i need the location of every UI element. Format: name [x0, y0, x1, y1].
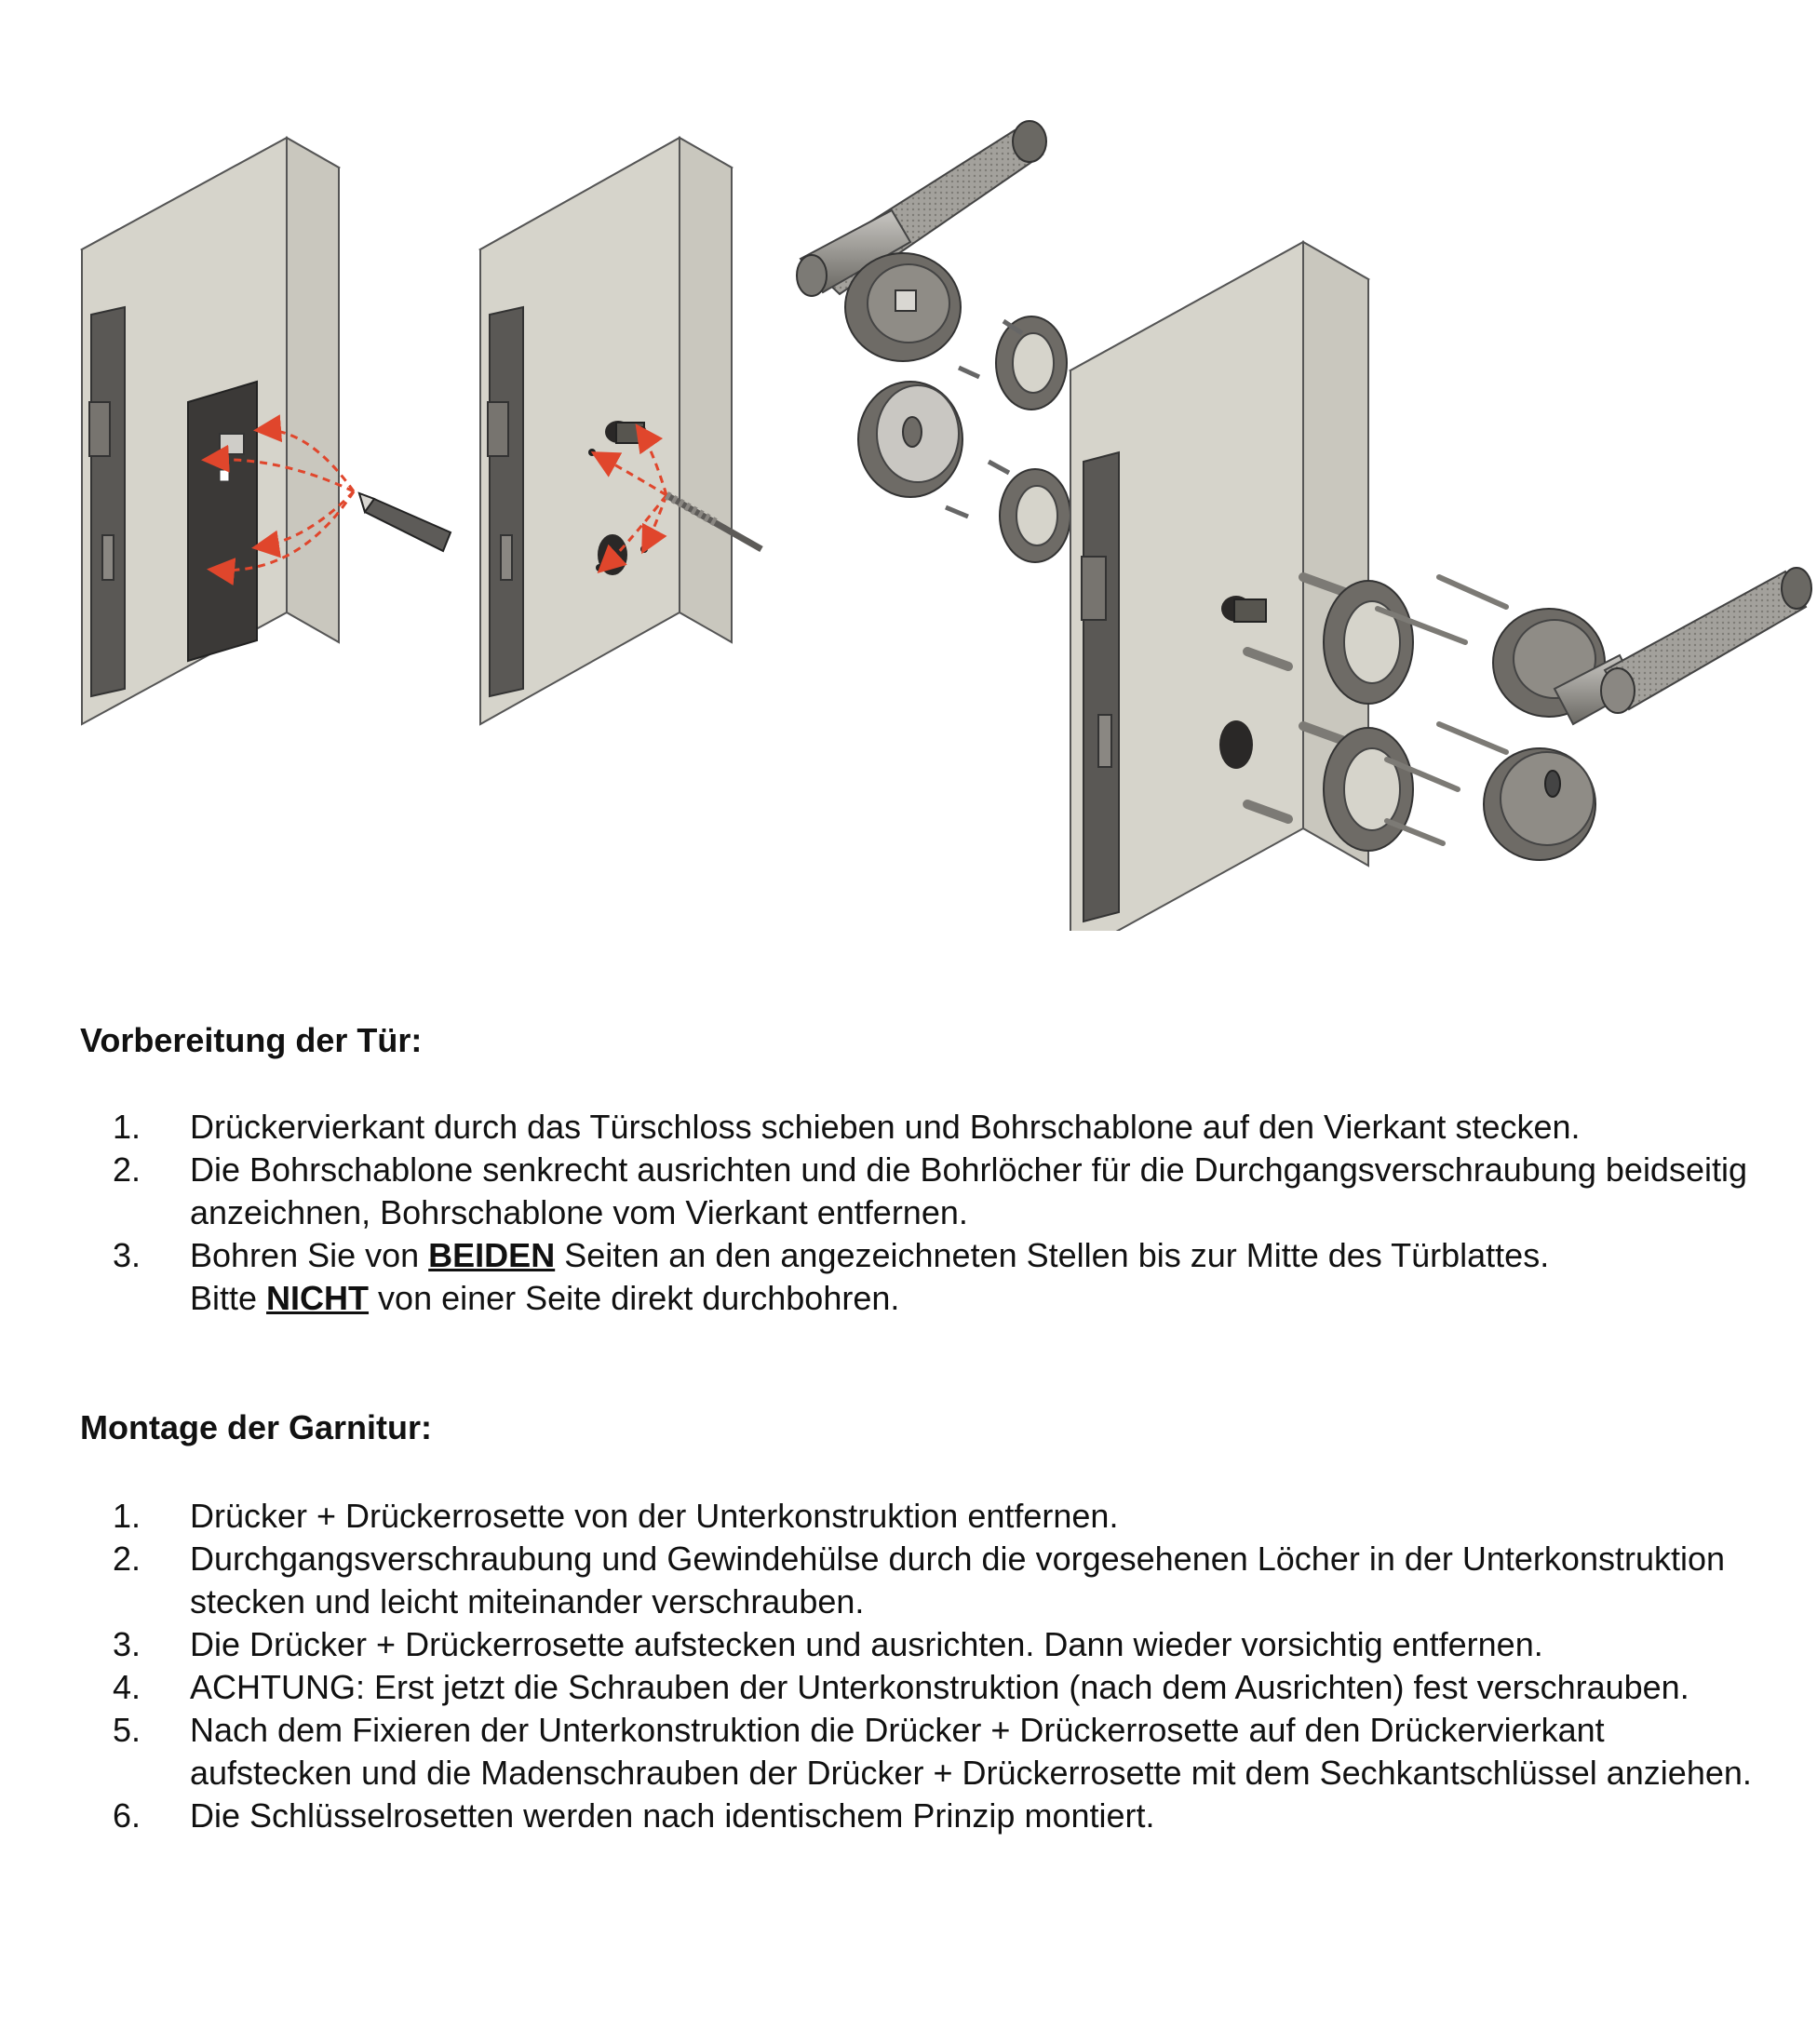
- door-3-cylinder-hole: [1219, 720, 1253, 769]
- door-2-right-side: [680, 138, 732, 642]
- step-number: 3.: [113, 1236, 141, 1274]
- step-text: Drücker + Drückerrosette von der Unterkonstruktion entfernen.: [190, 1497, 1119, 1535]
- emphasis-both-sides: BEIDEN: [428, 1236, 556, 1274]
- list-item: [0, 1538, 1817, 1623]
- list-item: [0, 1495, 1817, 1538]
- door-3-lock-faceplate: [1083, 452, 1119, 921]
- step-number: 5.: [113, 1711, 141, 1749]
- step-text-part: Seiten an den angezeichneten Stellen bis zur Mitte des Türblattes.: [555, 1236, 1550, 1274]
- front-sub-plate-upper: [1324, 581, 1413, 704]
- door-2-lock-faceplate: [490, 307, 523, 696]
- list-item: [0, 1795, 1817, 1837]
- door-preparation-steps: [0, 1106, 1817, 1320]
- list-item: [0, 1149, 1817, 1234]
- marking-pencil: [359, 493, 451, 551]
- list-item: [0, 1623, 1817, 1666]
- door-2-bore-hole: [588, 449, 596, 456]
- template-hole: [220, 470, 229, 481]
- back-sub-plate-lower: [1000, 469, 1070, 562]
- list-item: [0, 1709, 1817, 1795]
- template-spindle: [220, 434, 244, 454]
- list-item: [0, 1106, 1817, 1149]
- door-1-drilling-template: [82, 138, 451, 724]
- step-text: Nach dem Fixieren der Unterkonstruktion die Drücker + Drückerrosette auf den Drückervierkant aufstecken und die Madenschrauben der Drücker + Drückerrosette mit dem Sechkantschlüssel anziehen.: [190, 1711, 1752, 1792]
- front-lever-handle: [1493, 568, 1811, 724]
- step-text: Drückervierkant durch das Türschloss schieben und Bohrschablone auf den Vierkant stecken.: [190, 1108, 1581, 1146]
- drilling-template-plate: [188, 382, 257, 661]
- step-number: 6.: [113, 1796, 141, 1835]
- assembly-illustration: [0, 0, 1817, 931]
- exploded-assembly: [797, 121, 1811, 931]
- door-3-latch: [1082, 557, 1106, 620]
- door-3-strike: [1098, 715, 1111, 767]
- step-text-part: Bohren Sie von: [190, 1236, 429, 1274]
- back-handle-rosette: [845, 253, 961, 361]
- step-text: Die Schlüsselrosetten werden nach identischem Prinzip montiert.: [190, 1796, 1155, 1835]
- door-1-lock-faceplate: [91, 307, 125, 696]
- back-key-rosette: [858, 382, 962, 497]
- list-item: [0, 1666, 1817, 1709]
- step-text: Die Drücker + Drückerrosette aufstecken und ausrichten. Dann wieder vorsichtig entfernen.: [190, 1625, 1543, 1663]
- door-2-strike: [501, 535, 512, 580]
- door-1-strike: [102, 535, 114, 580]
- step-text-part: von einer Seite direkt durchbohren.: [369, 1279, 900, 1317]
- step-number: 2.: [113, 1540, 141, 1578]
- front-sub-plate-lower: [1324, 728, 1413, 851]
- door-1-right-side: [287, 138, 339, 642]
- step-number: 2.: [113, 1150, 141, 1189]
- step-text: Durchgangsverschraubung und Gewindehülse durch die vorgesehenen Löcher in der Unterkonstruktion stecken und leicht miteinander verschrauben.: [190, 1540, 1726, 1620]
- door-3-spindle: [1234, 599, 1266, 622]
- list-item: [0, 1234, 1817, 1320]
- door-2-latch: [488, 402, 508, 456]
- step-number: 1.: [113, 1497, 141, 1535]
- step-text-part: Bitte: [190, 1279, 267, 1317]
- door-2-drilling: [480, 138, 761, 724]
- back-sub-plate-upper: [996, 316, 1067, 410]
- door-1-latch: [89, 402, 110, 456]
- emphasis-not: NICHT: [266, 1279, 370, 1317]
- step-number: 4.: [113, 1668, 141, 1706]
- step-text: Die Bohrschablone senkrecht ausrichten und die Bohrlöcher für die Durchgangsverschraubung beidseitig anzeichnen, Bohrschablone vom Vierkant entfernen.: [190, 1150, 1747, 1231]
- front-key-rosette: [1484, 748, 1595, 860]
- section-title-fitting-assembly: Montage der Garnitur:: [80, 1408, 433, 1446]
- fitting-assembly-steps: [0, 1495, 1817, 1837]
- step-text: ACHTUNG: Erst jetzt die Schrauben der Unterkonstruktion (nach dem Ausrichten) fest verschrauben.: [190, 1668, 1689, 1706]
- step-number: 3.: [113, 1625, 141, 1663]
- step-number: 1.: [113, 1108, 141, 1146]
- section-title-door-preparation: Vorbereitung der Tür:: [80, 1021, 423, 1059]
